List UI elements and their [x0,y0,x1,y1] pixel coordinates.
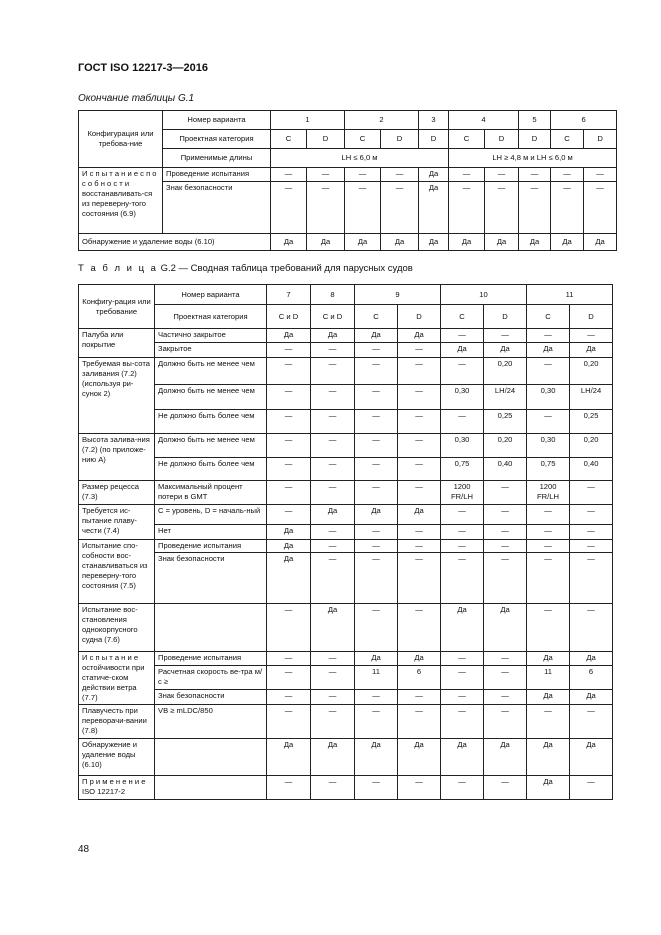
t2-cell: — [398,525,441,540]
t2-cell: Да [267,739,311,776]
t1-cell: Да [271,234,307,251]
t2-cell: Да [484,343,527,358]
t2-sub-label [155,776,267,800]
t2-cell: — [527,705,570,739]
t2-cell: — [570,481,613,505]
t2-row [79,410,613,434]
t2-cell: Да [355,739,398,776]
t2-sub-label: Проведение испытания [155,540,267,553]
t2-cell: — [398,604,441,652]
t2-cell: Да [355,329,398,343]
table-g1 [78,110,617,251]
t2-row [79,540,613,553]
t2-row [79,604,613,652]
t1-cell: Да [449,234,485,251]
t2-cell: Да [267,553,311,604]
t2-category: C и D [267,305,311,329]
t2-cell: — [311,540,355,553]
t2-cell: — [484,481,527,505]
t2-variant: 8 [311,285,355,305]
t2-row [79,358,613,385]
t2-cell: — [267,705,311,739]
t1-category: D [381,130,419,149]
t1-cell: — [345,168,381,182]
t2-cell: Да [527,689,570,704]
t2-cell: — [311,525,355,540]
page-number: 48 [78,844,90,855]
t2-cell: — [527,410,570,434]
t2-cell: — [570,329,613,343]
t1-category: C [449,130,485,149]
t2-cell: — [527,525,570,540]
t1-cell: — [519,168,551,182]
t2-cell: — [441,329,484,343]
t2-group-label: Испытание вос-становления однокорпусного судна (7.6) [79,604,155,652]
t2-row [79,776,613,800]
t2-cell: Да [441,343,484,358]
t2-sub-label: Расчетная скорость ве-тра м/с ≥ [155,666,267,689]
t2-sub-label [155,604,267,652]
t1-cell: — [271,168,307,182]
t2-cell: Да [311,739,355,776]
t1-cell: — [551,182,584,234]
t1-cell: — [449,182,485,234]
t1-variant: 4 [449,111,519,130]
t2-category: C [355,305,398,329]
t2-cell: — [355,776,398,800]
t2-cell: — [570,705,613,739]
t2-row [79,689,613,704]
t2-cell: — [484,525,527,540]
t1-group-capsize: И с п ы т а н и е с п о с о б н о с т и восстанавливать-ся из переверну-того состояния (6.9) [79,168,163,234]
t2-cell: — [527,329,570,343]
t2-variant: 11 [527,285,613,305]
t2-cell: LH/24 [570,385,613,410]
t2-row [79,329,613,343]
t1-cell: — [271,182,307,234]
t2-cell: 0,20 [570,358,613,385]
t2-cell: — [398,705,441,739]
t2-cell: 0,75 [527,458,570,481]
t1-category: C [345,130,381,149]
t2-cell: — [311,358,355,385]
t2-category: C [441,305,484,329]
t2-cell: Да [267,525,311,540]
t2-cell: — [484,652,527,666]
t2-cell: 11 [355,666,398,689]
t1-cell: — [345,182,381,234]
t2-cell: — [311,481,355,505]
t2-cell: — [311,689,355,704]
t2-group-label: Обнаружение и удаление воды (6.10) [79,739,155,776]
t2-cell: Да [441,739,484,776]
t2-variant-label: Номер варианта [155,285,267,305]
t2-cell: Да [570,652,613,666]
t2-row [79,481,613,505]
t2-sub-label: Должно быть не менее чем [155,358,267,385]
t2-cell: — [267,604,311,652]
t2-cell: — [355,481,398,505]
t2-cell: — [527,604,570,652]
t1-test-label: Проведение испытания [163,168,271,182]
t1-cell: Да [345,234,381,251]
t2-cell: — [484,329,527,343]
t2-cell: — [311,553,355,604]
t2-cell: — [398,540,441,553]
t1-category: D [419,130,449,149]
t2-cell: — [441,525,484,540]
t2-sub-label: C = уровень, D = началь-ный [155,505,267,525]
t2-cell: — [355,705,398,739]
t1-cell: Да [419,168,449,182]
t2-row [79,525,613,540]
t2-group-label: Требуется ис-пытание плаву-чести (7.4) [79,505,155,540]
t2-cell: 0,30 [441,434,484,458]
t2-cell: — [267,343,311,358]
t2-cell: — [527,540,570,553]
t2-cell: 0,30 [527,385,570,410]
t1-cell: — [449,168,485,182]
t2-cell: — [527,553,570,604]
t2-cell: — [484,540,527,553]
t2-sub-label: Проведение испытания [155,652,267,666]
t1-cell: Да [584,234,617,251]
t2-cell: Да [441,604,484,652]
t1-category: D [519,130,551,149]
t2-cell: — [570,553,613,604]
t2-group-label: Высота залива-ния (7.2) (по приложе-нию A) [79,434,155,481]
t1-category-label: Проектная категория [163,130,271,149]
t2-cell: — [398,434,441,458]
t2-cell: — [398,481,441,505]
t1-cell: — [381,168,419,182]
t2-cell: — [267,481,311,505]
t2-cell: 11 [527,666,570,689]
t2-variant: 10 [441,285,527,305]
t2-cell: 1200 FR/LH [441,481,484,505]
t2-cell: — [441,505,484,525]
t2-cell: Да [267,540,311,553]
t2-category: C [527,305,570,329]
t2-cell: — [441,689,484,704]
t2-cell: — [484,666,527,689]
t2-cell: — [441,410,484,434]
t1-category: C [551,130,584,149]
t2-cell: Да [398,505,441,525]
t2-cell: — [355,604,398,652]
t2-row [79,652,613,666]
t2-cell: — [355,458,398,481]
t2-cell: 0,30 [441,385,484,410]
t2-cell: — [398,689,441,704]
t2-cell: — [311,434,355,458]
t1-cell: — [551,168,584,182]
t2-sub-label: Не должно быть более чем [155,458,267,481]
t2-cell: 6 [570,666,613,689]
t1-cell: — [307,168,345,182]
t2-cell: 6 [398,666,441,689]
t2-cell: Да [355,652,398,666]
t2-cell: — [484,505,527,525]
t2-cell: — [267,689,311,704]
t2-category: D [484,305,527,329]
t2-cell: — [311,410,355,434]
t2-cell: — [570,776,613,800]
t1-cell: — [381,182,419,234]
t1-cell: Да [381,234,419,251]
t2-sub-label: VB ≥ mLDC/850 [155,705,267,739]
t2-cell: — [441,776,484,800]
t1-config-label: Конфигурация или требова-ние [79,111,163,168]
t2-sub-label: Частично закрытое [155,329,267,343]
t1-length-b: LH ≥ 4,8 м и LH ≤ 6,0 м [449,149,617,168]
t2-cell: Да [267,329,311,343]
t2-sub-label: Максимальный процент потери в GMT [155,481,267,505]
t2-cell: — [570,525,613,540]
table-g2-caption-prefix: Т а б л и ц а [78,263,158,274]
t2-cell: — [311,652,355,666]
t2-group-label: Испытание спо-собности вос-станавливаться из переверну-того состояния (7.5) [79,540,155,604]
t2-cell: — [311,705,355,739]
t2-cell: — [355,358,398,385]
t1-cell: Да [519,234,551,251]
t2-group-label: Требуемая вы-сота заливания (7.2) (используя ри-сунок 2) [79,358,155,434]
t2-cell: Да [398,329,441,343]
t2-group-label: И с п ы т а н и е остойчивости при статиче-ском действии ветра (7.7) [79,652,155,705]
t2-cell: Да [311,329,355,343]
t1-sign-label: Знак безопасности [163,182,271,234]
t2-cell: — [441,540,484,553]
t2-cell: — [355,553,398,604]
t1-cell: — [584,168,617,182]
t2-cell: 0,30 [527,434,570,458]
t2-cell: — [267,434,311,458]
t2-cell: — [441,358,484,385]
t2-cell: 0,40 [484,458,527,481]
t2-cell: Да [570,739,613,776]
t1-cell: — [584,182,617,234]
t2-cell: 0,20 [484,358,527,385]
t2-sub-label: Закрытое [155,343,267,358]
t1-variant: 1 [271,111,345,130]
t1-category: D [584,130,617,149]
t1-cell: — [485,168,519,182]
t2-cell: Да [398,739,441,776]
t2-cell: 0,75 [441,458,484,481]
t2-cell: — [484,553,527,604]
table-g1-caption: Окончание таблицы G.1 [78,93,195,104]
t2-cell: — [311,666,355,689]
t2-cell: — [570,540,613,553]
t2-cell: 0,20 [570,434,613,458]
t2-row [79,505,613,525]
t2-cell: 0,25 [570,410,613,434]
t2-row [79,385,613,410]
t2-row [79,553,613,604]
t1-category: C [271,130,307,149]
t2-cell: — [398,385,441,410]
t2-cell: Да [484,739,527,776]
t2-cell: — [484,689,527,704]
t2-category: D [398,305,441,329]
t2-cell: — [398,553,441,604]
t1-cell: Да [307,234,345,251]
t2-cell: — [267,776,311,800]
t2-cell: Да [527,739,570,776]
t2-sub-label: Должно быть не менее чем [155,434,267,458]
t2-group-label: Палуба или покрытие [79,329,155,358]
t2-group-label: Размер рецесса (7.3) [79,481,155,505]
t2-cell: — [484,705,527,739]
t2-row [79,343,613,358]
t2-cell: — [398,358,441,385]
t2-cell: — [355,434,398,458]
t1-cell: Да [551,234,584,251]
t1-cell: — [519,182,551,234]
t2-cell: 0,20 [484,434,527,458]
t2-row [79,739,613,776]
t2-cell: — [267,505,311,525]
t2-cell: — [398,343,441,358]
t2-sub-label: Должно быть не менее чем [155,385,267,410]
t2-cell: — [484,776,527,800]
t2-cell: — [311,343,355,358]
t2-cell: — [441,666,484,689]
t2-cell: LH/24 [484,385,527,410]
table-g2-caption-title: G.2 — Сводная таблица требований для парусных судов [157,263,413,274]
t2-sub-label: Нет [155,525,267,540]
t2-cell: — [267,358,311,385]
t2-cell: 0,40 [570,458,613,481]
t2-cell: — [570,604,613,652]
t2-group-label: Плавучесть при переворачи-вании (7.8) [79,705,155,739]
t1-cell: Да [485,234,519,251]
t2-cell: Да [484,604,527,652]
t2-cell: — [398,458,441,481]
t2-cell: — [527,505,570,525]
t2-cell: — [311,385,355,410]
t2-cell: — [267,410,311,434]
t1-variant: 5 [519,111,551,130]
t1-variant: 3 [419,111,449,130]
t1-category: D [307,130,345,149]
t2-cell: 0,25 [484,410,527,434]
t1-cell: — [485,182,519,234]
t2-cell: — [267,385,311,410]
t2-category-label: Проектная категория [155,305,267,329]
t2-cell: Да [527,343,570,358]
table-g2 [78,284,613,800]
t2-cell: — [355,525,398,540]
t2-cell: — [355,540,398,553]
t2-cell: 1200 FR/LH [527,481,570,505]
t2-cell: Да [527,652,570,666]
t2-group-label: П р и м е н е н и е ISO 12217-2 [79,776,155,800]
t2-cell: — [570,505,613,525]
t2-category: D [570,305,613,329]
t2-cell: — [267,666,311,689]
t2-cell: — [311,458,355,481]
t1-water-label: Обнаружение и удаление воды (6.10) [79,234,271,251]
table-g2-caption [78,263,413,274]
t2-sub-label: Не должно быть более чем [155,410,267,434]
t1-variant-label: Номер варианта [163,111,271,130]
t2-cell: — [355,689,398,704]
t2-cell: — [527,358,570,385]
t2-cell: — [441,652,484,666]
document-header: ГОСТ ISO 12217-3—2016 [78,62,208,74]
t2-cell: — [311,776,355,800]
t2-cell: — [355,410,398,434]
t1-category: D [485,130,519,149]
t2-variant: 9 [355,285,441,305]
t1-cell: — [307,182,345,234]
t1-variant: 2 [345,111,419,130]
t1-variant: 6 [551,111,617,130]
t2-cell: — [441,553,484,604]
t2-sub-label [155,739,267,776]
t2-cell: Да [570,689,613,704]
t2-cell: — [355,343,398,358]
t1-cell: Да [419,182,449,234]
t2-config-label: Конфигу-рация или требование [79,285,155,329]
t2-variant: 7 [267,285,311,305]
t2-cell: — [355,385,398,410]
t2-row [79,434,613,458]
t2-cell: — [398,776,441,800]
t2-sub-label: Знак безопасности [155,553,267,604]
t2-cell: Да [398,652,441,666]
t2-cell: Да [527,776,570,800]
t1-length-label: Применимые длины [163,149,271,168]
t2-cell: — [267,458,311,481]
t2-cell: Да [311,505,355,525]
t2-cell: — [398,410,441,434]
t2-category: C и D [311,305,355,329]
t2-cell: Да [570,343,613,358]
t2-sub-label: Знак безопасности [155,689,267,704]
t2-cell: Да [355,505,398,525]
t2-cell: — [267,652,311,666]
t2-cell: Да [311,604,355,652]
t2-row [79,705,613,739]
t2-cell: — [441,705,484,739]
t2-row [79,458,613,481]
t1-cell: Да [419,234,449,251]
t1-length-a: LH ≤ 6,0 м [271,149,449,168]
t2-row [79,666,613,689]
